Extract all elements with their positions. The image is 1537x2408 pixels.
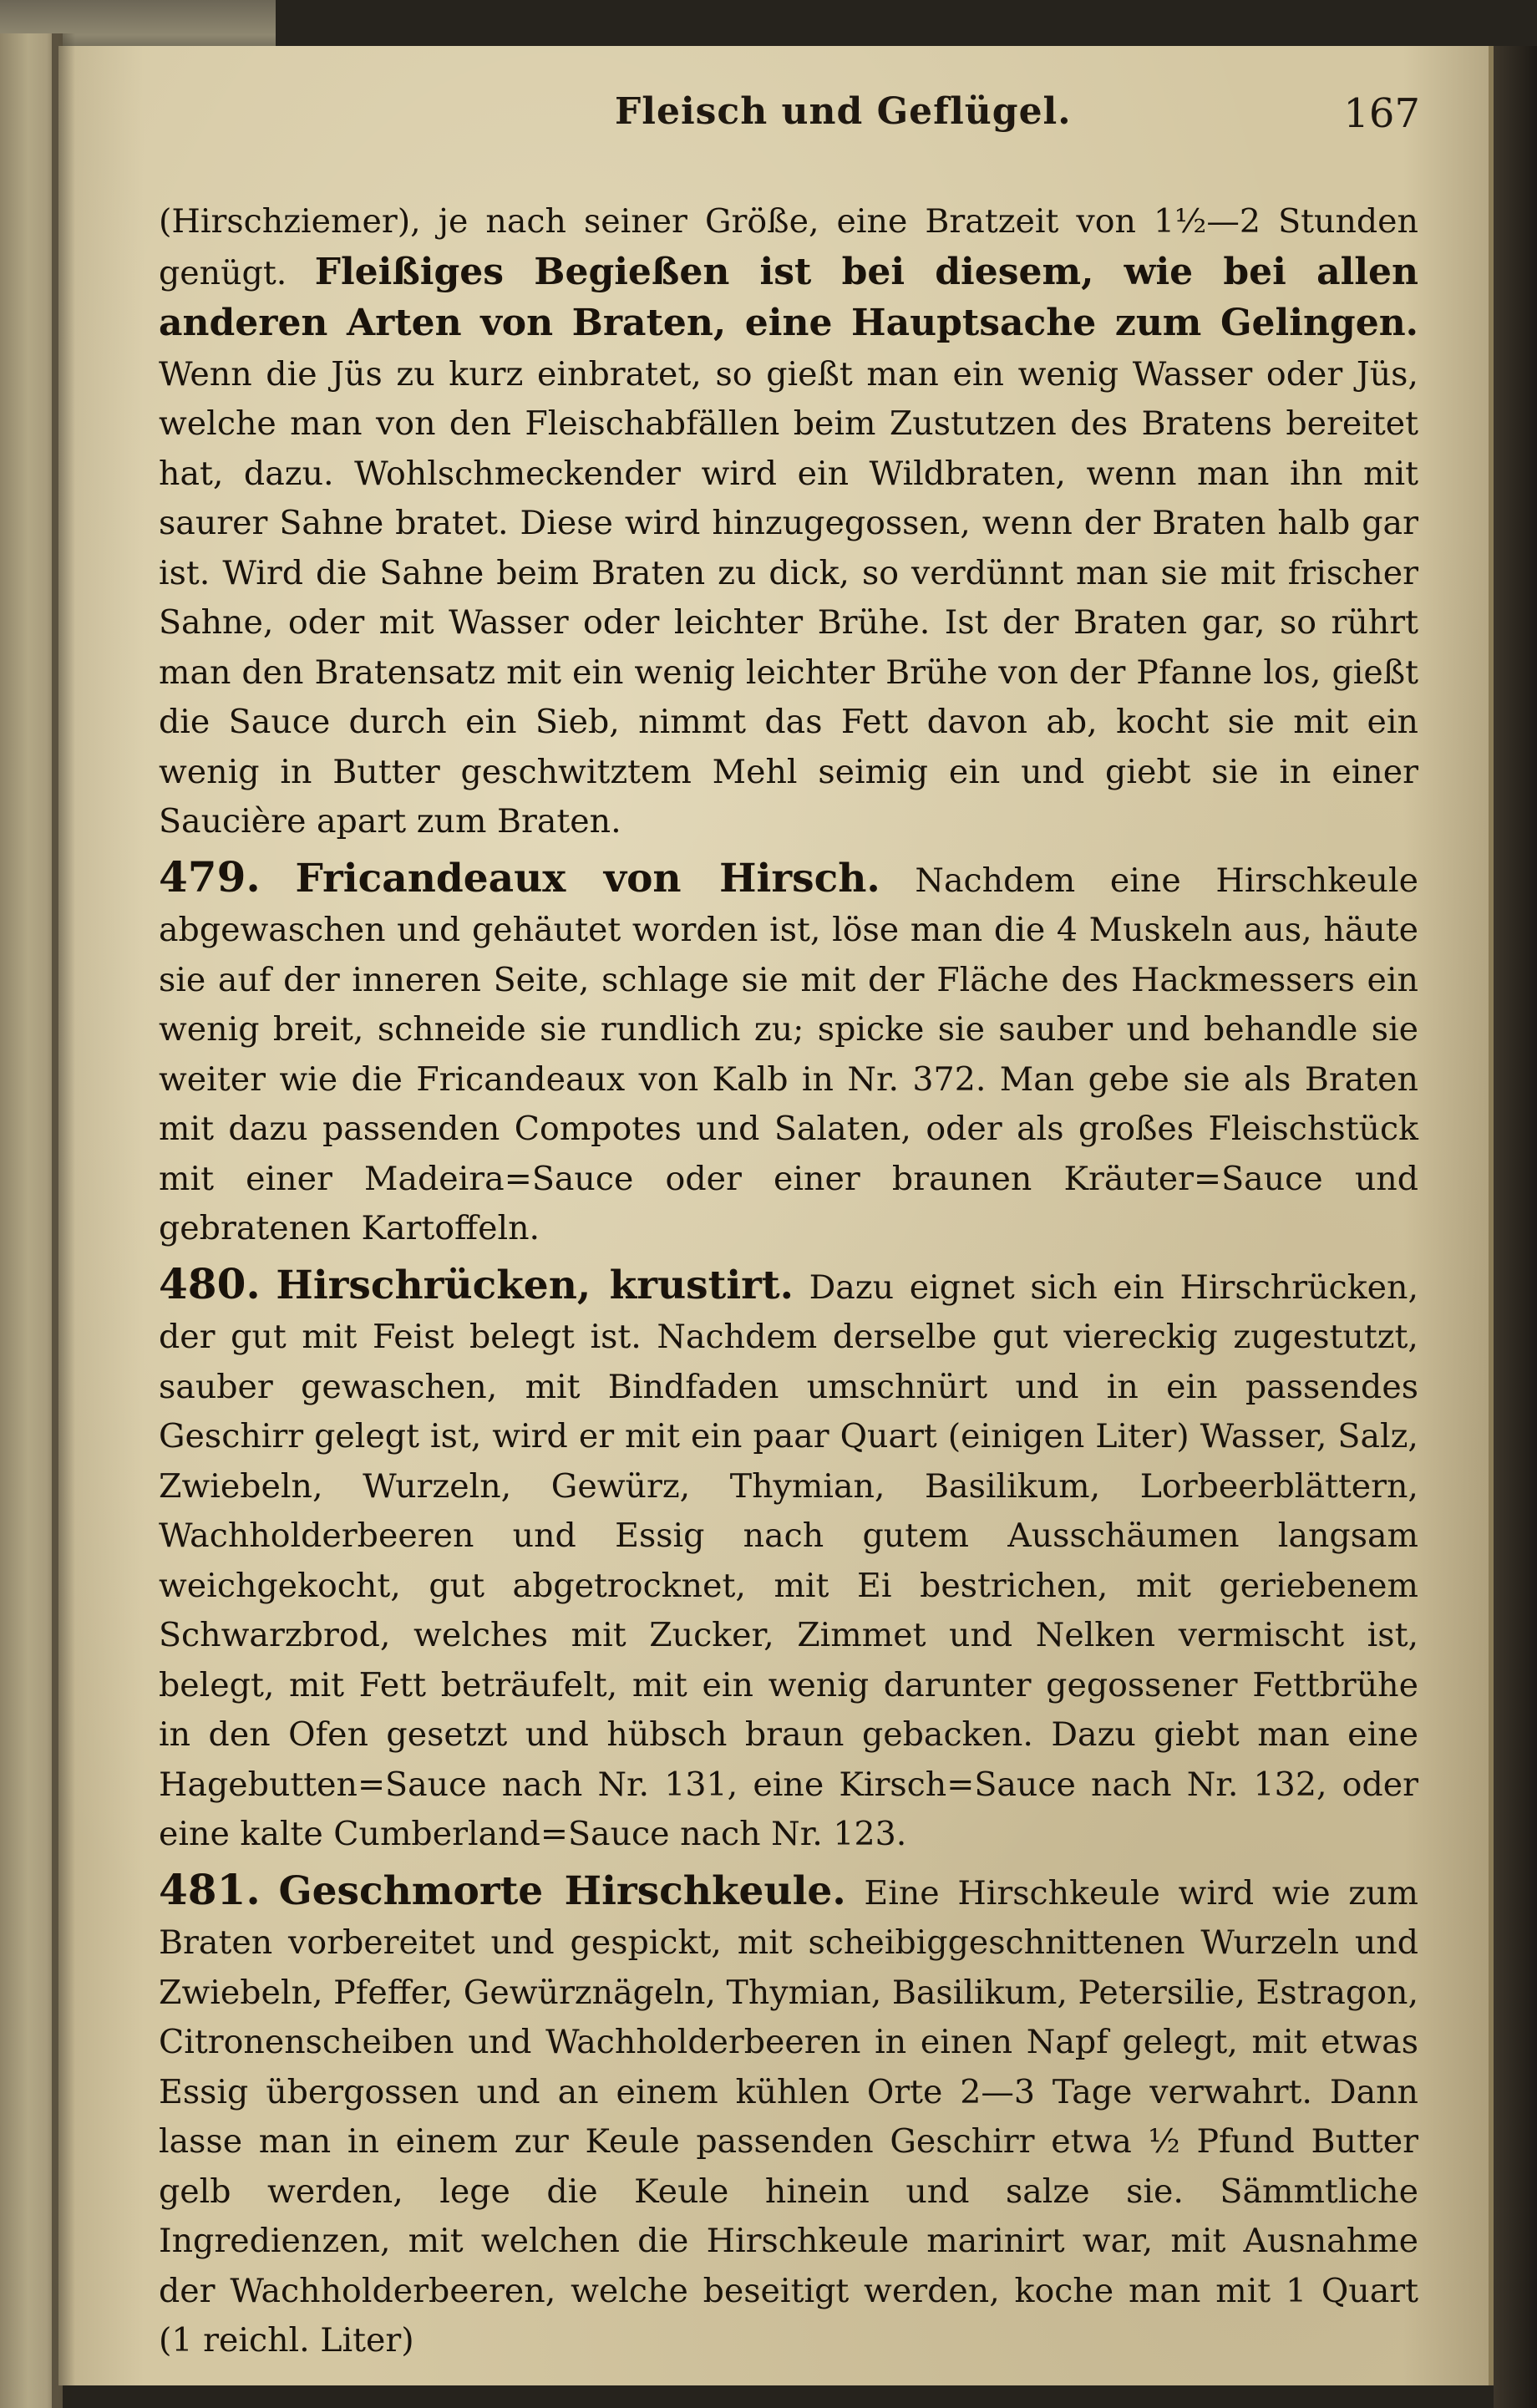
recipe-479 (159, 852, 1418, 1254)
recipe-text: Nachdem eine Hirschkeule abgewaschen und gehäutet worden ist, löse man die 4 Muskeln aus, häute sie auf der inneren Seite, schlage sie mit der Fläche des Hackmessers ein wenig breit, schneide sie rundlich zu; spicke sie sauber und behandle sie weiter wie die Fricandeaux von Kalb in Nr. 372. Man gebe sie als Braten mit dazu passenden Compotes und Salaten, oder als großes Fleischstück mit einer Madeira=Sauce oder einer braunen Kräuter=Sauce und gebratenen Kartoffeln. (159, 861, 1418, 1247)
emphasized-sentence: Fleißiges Begießen ist bei diesem, wie bei allen anderen Arten von Braten, eine Hauptsache zum Gelingen. (159, 250, 1419, 344)
recipe-text: Dazu eignet sich ein Hirschrücken, der gut mit Feist belegt ist. Nachdem derselbe gut viereckig zugestutzt, sauber gewaschen, mit Bindfaden umschnürt und in ein passendes Geschirr gelegt ist, wird er mit ein paar Quart (einigen Liter) Wasser, Salz, Zwiebeln, Wurzeln, Gewürz, Thymian, Basilikum, Lorbeerblättern, Wachholderbeeren und Essig nach gutem Ausschäumen langsam weichgekocht, gut abgetrocknet, mit Ei bestrichen, mit geriebenem Schwarzbrod, welches mit Zucker, Zimmet und Nelken vermischt ist, belegt, mit Fett beträufelt, mit ein wenig darunter gegossener Fettbrühe in den Ofen gesetzt und hübsch braun gebacken. Dazu giebt man eine Hagebutten=Sauce nach Nr. 131, eine Kirsch=Sauce nach Nr. 132, oder eine kalte Cumberland=Sauce nach Nr. 123. (159, 1268, 1419, 1853)
paragraph-continuation (159, 197, 1418, 847)
recipe-number: 480. (159, 1258, 261, 1308)
paragraph-text: (Hirschziemer), je nach seiner Größe, eine Bratzeit von 1½—2 Stunden genügt. (159, 202, 1418, 292)
recipe-text: Eine Hirschkeule wird wie zum Braten vorbereitet und gespickt, mit scheibiggeschnittenen Wurzeln und Zwiebeln, Pfeffer, Gewürznägeln, Thymian, Basilikum, Petersilie, Estragon, Citronenscheiben und Wachholderbeeren in einen Napf gelegt, mit etwas Essig übergossen und an einem kühlen Orte 2—3 Tage verwahrt. Dann lasse man in einem zur Keule passenden Geschirr etwa ½ Pfund Butter gelb werden, lege die Keule hinein und salze sie. Sämmtliche Ingredienzen, mit welchen die Hirschkeule marinirt war, mit Ausnahme der Wachholderbeeren, welche beseitigt werden, koche man mit 1 Quart (1 reichl. Liter) (159, 1873, 1419, 2360)
paragraph-text: Wenn die Jüs zu kurz einbratet, so gießt man ein wenig Wasser oder Jüs, welche man von den Fleischabfällen beim Zustutzen des Bratens bereitet hat, dazu. Wohlschmeckender wird ein Wildbraten, wenn man ihn mit saurer Sahne bratet. Diese wird hinzugegossen, wenn der Braten halb gar ist. Wird die Sahne beim Braten zu dick, so verdünnt man sie mit frischer Sahne, oder mit Wasser oder leichter Brühe. Ist der Braten gar, so rührt man den Bratensatz mit ein wenig leichter Brühe von der Pfanne los, gießt die Sauce durch ein Sieb, nimmt das Fett davon ab, kocht sie mit ein wenig in Butter geschwitztem Mehl seimig ein und giebt sie in einer Saucière apart zum Braten. (159, 354, 1418, 841)
recipe-heading: Geschmorte Hirschkeule. (278, 1867, 846, 1914)
page-number: 167 (1343, 90, 1420, 137)
page-edge-shadow (1494, 46, 1537, 2408)
running-title: Fleisch und Geflügel. (615, 90, 1072, 133)
recipe-number: 479. (159, 851, 261, 902)
page-header (150, 90, 1420, 165)
recipe-heading: Hirschrücken, krustirt. (276, 1262, 794, 1308)
page-body (159, 197, 1418, 2366)
recipe-number: 481. (159, 1864, 261, 1914)
previous-page-edge (0, 33, 63, 2408)
recipe-481 (159, 1865, 1418, 2366)
recipe-heading: Fricandeaux von Hirsch. (295, 855, 880, 902)
recipe-480 (159, 1259, 1418, 1860)
